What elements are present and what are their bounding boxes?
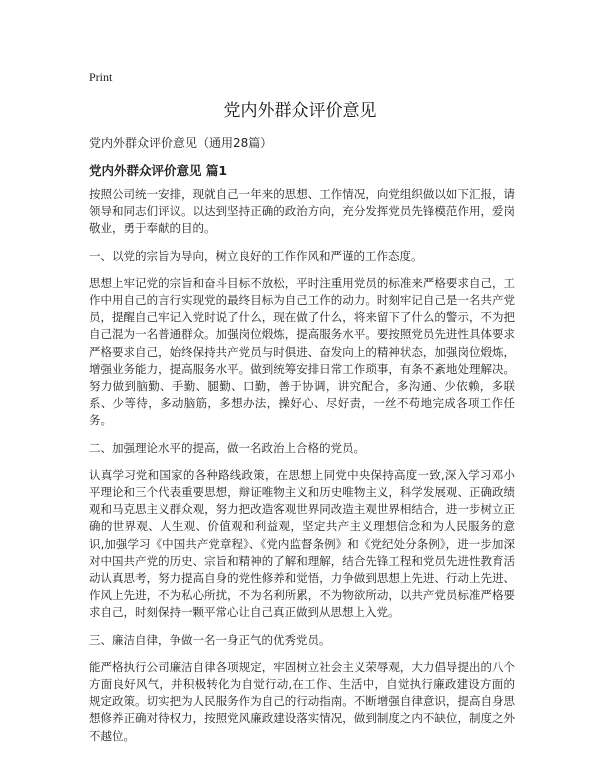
section-heading: 党内外群众评价意见 篇1 (89, 163, 228, 178)
paragraph-intro: 按照公司统一安排，现就自己一年来的思想、工作情况，向党组织做以如下汇报，请领导和同志们评议。以达到坚持正确的政治方向，充分发挥党员先锋模范作用，爱岗敬业，勇于奉献的目的。 (89, 187, 515, 236)
paragraph-point-2-body: 认真学习党和国家的各种路线政策，在思想上同党中央保持高度一致,深入学习邓小平理论和三个代表重要思想，辩证唯物主义和历史唯物主义，科学发展观、正确政绩观和马克思主义群众观，努力把改造客观世界同改造主观世界相结合，进一步树立正确的世界观、人生观、价值观和利益观，坚定共产主义理想信念和为人民服务的意识,加强学习《中国共产党章程》、《党内监督条例》和《党纪处分条例》，进一步加深对中国共产党的历史、宗旨和精神的了解和理解，结合先锋工程和党员先进性教育活动认真思考，努力提高自身的党性修养和觉悟，力争做到思想上先进、行动上先进、作风上先进，不为私心所扰，不为名利所累，不为物欲所动，以共产党员标准严格要求自己，时刻保持一颗平常心让自己真正做到从思想上入党。 (89, 467, 515, 620)
print-link[interactable]: Print (89, 70, 113, 84)
paragraph-point-2-heading: 二、加强理论水平的提高，做一名政治上合格的党员。 (89, 440, 365, 455)
paragraph-point-3-body: 能严格执行公司廉洁自律各项规定，牢固树立社会主义荣辱观，大力倡导提出的八个方面良好风气，并积极转化为自觉行动,在工作、生活中，自觉执行廉政建设方面的规定政策。切实把为人民服务作为自己的行动指南。不断增强自律意识，提高自身思想修养正确对待权力，按照党风廉政建设落实情况，做到制度之内不缺位，制度之外不越位。 (89, 659, 515, 743)
document-body (89, 186, 515, 755)
paragraph-point-1-body: 思想上牢记党的宗旨和奋斗目标不放松，平时注重用党员的标准来严格要求自己，工作中用自己的言行实现党的最终目标为自己工作的动力。时刻牢记自己是一名共产党员，提醒自己牢记入党时说了什么，现在做了什么，将来留下了什么的警示，不为把自己混为一名普通群众。加强岗位煅炼，提高服务水平。要按照党员先进性具体要求严格要求自己，始终保持共产党员与时俱进、奋发向上的精神状态，加强岗位煅炼，增强业务能力，提高服务水平。做到统筹安排日常工作琐事，有条不紊地处理解决。努力做到脑勤、手勤、腿勤、口勤，善于协调，讲究配合，多沟通、少依赖，多联系、少等待，多动脑筋，多想办法，操好心、尽好责，一丝不苟地完成各项工作任务。 (89, 275, 515, 428)
page-title: 党内外群众评价意见 (223, 101, 377, 121)
document-subtitle: 党内外群众评价意见（通用28篇） (89, 136, 273, 150)
paragraph-point-1-heading: 一、以党的宗旨为导向，树立良好的工作作风和严谨的工作态度。 (89, 248, 423, 263)
paragraph-point-3-heading: 三、廉洁自律，争做一名一身正气的优秀党员。 (89, 632, 331, 647)
